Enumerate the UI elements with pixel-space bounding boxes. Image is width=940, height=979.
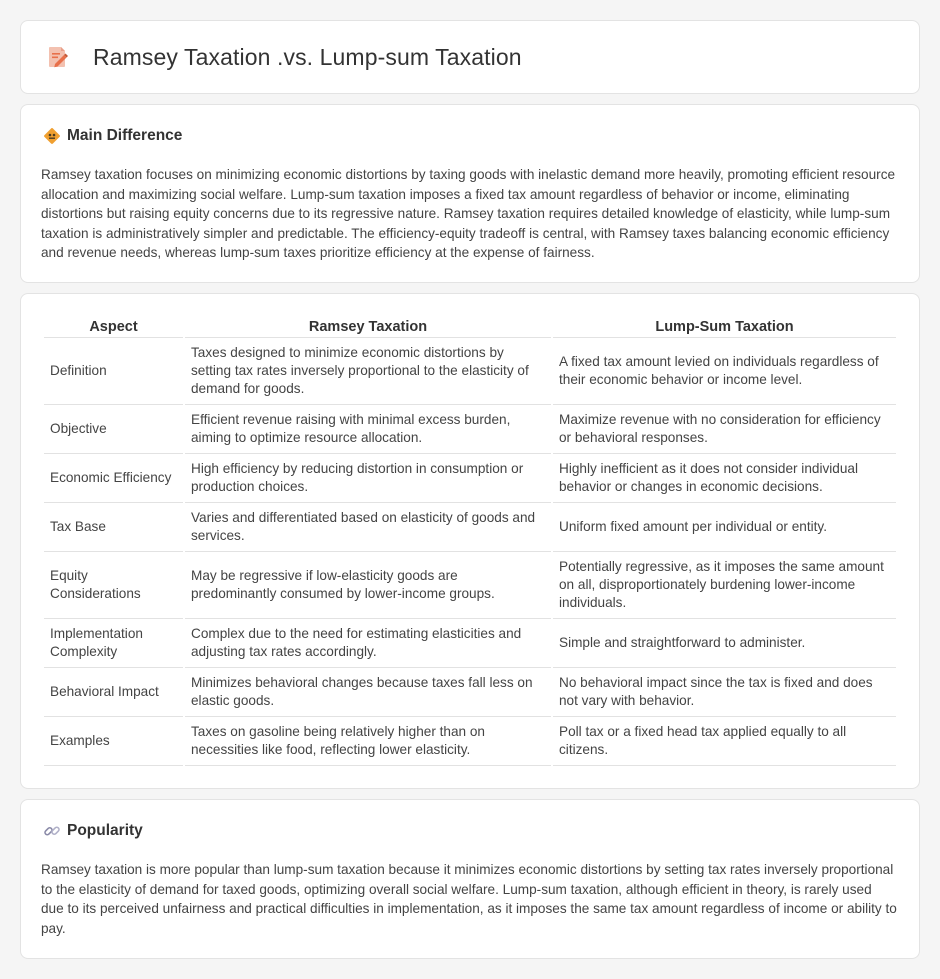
cell-lump-sum: Poll tax or a fixed head tax applied equally to all citizens. (553, 717, 896, 766)
header-ramsey: Ramsey Taxation (185, 316, 551, 338)
cell-ramsey: Minimizes behavioral changes because taxes fall less on elastic goods. (185, 668, 551, 717)
link-icon (43, 822, 61, 840)
cell-aspect: Tax Base (44, 503, 183, 552)
main-difference-title: Main Difference (67, 127, 183, 144)
popularity-text: Ramsey taxation is more popular than lump-sum taxation because it minimizes economic distortions by setting tax rates inversely proportional to the elasticity of demand for taxed goods, optimizing overall social welfare. Lump-sum taxation, although efficient in theory, is rarely used due to its perceived unfairness and practical difficulties in implementation, as it imposes the same tax amount regardless of income or ability to pay. (41, 862, 897, 936)
main-difference-text: Ramsey taxation focuses on minimizing economic distortions by taxing goods with inelastic demand more heavily, promoting efficient resource allocation and maximizing social welfare. Lump-sum taxation imposes a fixed tax amount regardless of behavior or income, eliminating distortions but raising equity concerns due to its regressive nature. Ramsey taxation requires detailed knowledge of elasticity, while lump-sum taxation is administratively simpler and predictable. The efficiency-equity tradeoff is central, with Ramsey taxes balancing economic efficiency and revenue needs, whereas lump-sum taxes prioritize efficiency at the expense of fairness. (41, 167, 896, 261)
header-card (20, 20, 920, 94)
cell-lump-sum: No behavioral impact since the tax is fixed and does not vary with behavior. (553, 668, 896, 717)
cell-aspect: Objective (44, 405, 183, 454)
table-row (44, 503, 896, 552)
cell-aspect: Examples (44, 717, 183, 766)
table-row (44, 552, 896, 619)
table-row (44, 619, 896, 668)
cell-aspect: Implementation Complexity (44, 619, 183, 668)
cell-lump-sum: Potentially regressive, as it imposes the same amount on all, disproportionately burdening lower-income individuals. (553, 552, 896, 619)
cell-ramsey: Complex due to the need for estimating elasticities and adjusting tax rates accordingly. (185, 619, 551, 668)
header-aspect: Aspect (44, 316, 183, 338)
cell-aspect: Equity Considerations (44, 552, 183, 619)
main-difference-header (43, 127, 182, 145)
cell-aspect: Definition (44, 338, 183, 405)
cell-lump-sum: A fixed tax amount levied on individuals regardless of their economic behavior or income level. (553, 338, 896, 405)
cell-lump-sum: Highly inefficient as it does not consider individual behavior or changes in economic decisions. (553, 454, 896, 503)
comparison-table (42, 316, 898, 766)
diamond-sign-icon (43, 127, 61, 145)
table-row (44, 668, 896, 717)
cell-ramsey: Efficient revenue raising with minimal excess burden, aiming to optimize resource allocation. (185, 405, 551, 454)
popularity-header (43, 822, 143, 840)
table-row (44, 338, 896, 405)
cell-lump-sum: Simple and straightforward to administer. (553, 619, 896, 668)
document-pencil-icon (47, 45, 69, 69)
cell-ramsey: Taxes designed to minimize economic distortions by setting tax rates inversely proportional to the elasticity of demand for goods. (185, 338, 551, 405)
cell-ramsey: Taxes on gasoline being relatively higher than on necessities like food, reflecting lower elasticity. (185, 717, 551, 766)
table-row (44, 454, 896, 503)
page-title: Ramsey Taxation .vs. Lump-sum Taxation (93, 43, 522, 70)
header-lump-sum: Lump-Sum Taxation (553, 316, 896, 338)
cell-lump-sum: Uniform fixed amount per individual or entity. (553, 503, 896, 552)
cell-ramsey: Varies and differentiated based on elasticity of goods and services. (185, 503, 551, 552)
popularity-card (20, 799, 920, 959)
table-header-row (44, 316, 896, 338)
cell-lump-sum: Maximize revenue with no consideration for efficiency or behavioral responses. (553, 405, 896, 454)
main-difference-card (20, 104, 920, 283)
comparison-table-card (20, 293, 920, 789)
table-row (44, 405, 896, 454)
table-row (44, 717, 896, 766)
popularity-title: Popularity (67, 822, 143, 839)
cell-ramsey: High efficiency by reducing distortion in consumption or production choices. (185, 454, 551, 503)
cell-aspect: Economic Efficiency (44, 454, 183, 503)
cell-aspect: Behavioral Impact (44, 668, 183, 717)
cell-ramsey: May be regressive if low-elasticity goods are predominantly consumed by lower-income groups. (185, 552, 551, 619)
